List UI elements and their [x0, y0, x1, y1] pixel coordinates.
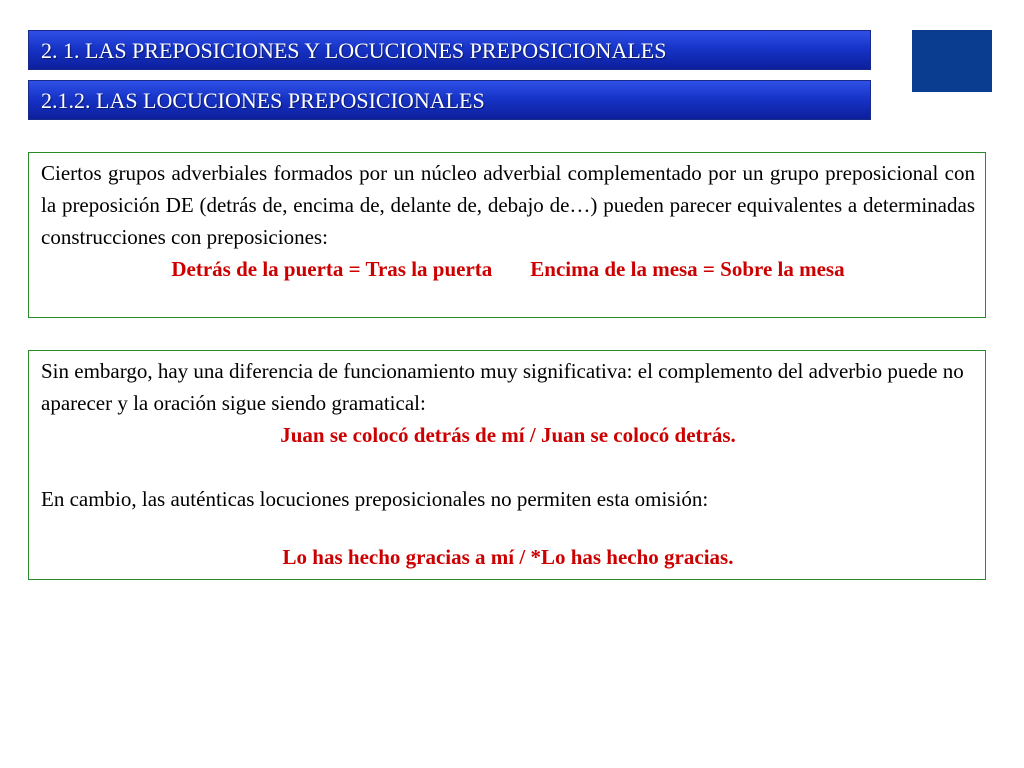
difference-paragraph: Sin embargo, hay una diferencia de funcionamiento muy significativa: el complemento del adverbio puede no aparecer y la oración sigue siendo gramatical: — [41, 359, 964, 415]
locuciones-paragraph: En cambio, las auténticas locuciones preposicionales no permiten esta omisión: — [41, 487, 709, 511]
example-equivalences — [41, 253, 975, 285]
example-juan: Juan se colocó detrás de mí / Juan se colocó detrás. — [280, 423, 736, 447]
subsection-title: 2.1.2. LAS LOCUCIONES PREPOSICIONALES — [28, 80, 871, 120]
explanation-box — [28, 152, 986, 318]
explanation-paragraph: Ciertos grupos adverbiales formados por un núcleo adverbial complementado por un grupo preposicional con la preposición DE (detrás de, encima de, delante de, debajo de…) pueden parecer equivalentes a determinadas construcciones con preposiciones: — [41, 161, 975, 249]
section-title: 2. 1. LAS PREPOSICIONES Y LOCUCIONES PREPOSICIONALES — [28, 30, 871, 70]
example-encima: Encima de la mesa = Sobre la mesa — [530, 257, 845, 281]
example-gracias: Lo has hecho gracias a mí / *Lo has hecho gracias. — [282, 545, 734, 569]
difference-box — [28, 350, 986, 580]
corner-decoration — [912, 30, 992, 92]
example-detras: Detrás de la puerta = Tras la puerta — [171, 257, 493, 281]
